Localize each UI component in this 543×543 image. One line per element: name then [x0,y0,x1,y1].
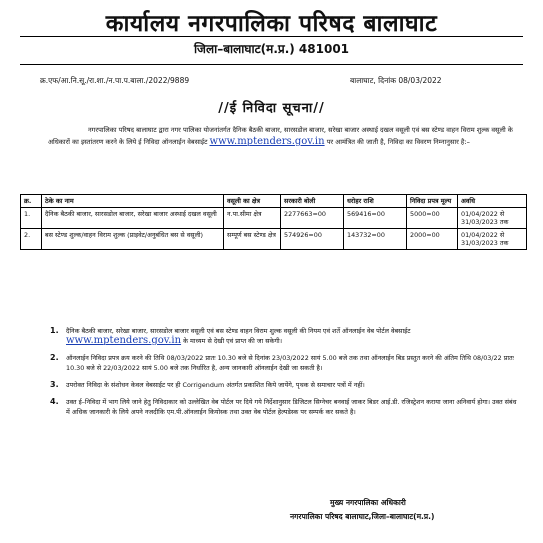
header-form-fee: निविदा प्रपत्र मूल्य [407,195,458,208]
intro-paragraph [48,124,518,148]
header-deposit: धरोहर राशि [344,195,407,208]
office-address: जिला–बालाघाट(म.प्र.) 481001 [193,42,350,56]
divider-bottom [20,64,523,65]
condition-item [50,380,522,390]
cell-deposit: 143732=00 [344,229,407,250]
signatory-office: नगरपालिका परिषद बालाघाट,जिला–बालाघाट(म.प्र.) [290,512,435,521]
cell-area: सम्पूर्ण बस स्टेण्ड क्षेत्र [224,229,281,250]
signatory-designation: मुख्य नगरपालिका अधिकारी [330,498,406,507]
header-serial: क्र. [21,195,42,208]
cell-govt-bid: 2277663=00 [281,208,344,229]
header-area: वसूली का क्षेत्र [224,195,281,208]
cell-area: न.पा.सीमा क्षेत्र [224,208,281,229]
header-contract-name: ठेके का नाम [42,195,224,208]
conditions-list [50,326,522,424]
header-period: अवधि [458,195,527,208]
divider-top [20,36,523,37]
condition-text: दैनिक बैठकी बाजार, सरेखा बाजार, सारसडोल बाजार वसूली एवं बस स्टेण्ड वाहन विराम शुल्क वसूली की नियम एवं शर्ते ऑनलाईन वेब पोर्टल वेबसाईट [66,327,411,335]
condition-text: उपरोक्त निविदा के संशोधन केवल वेबसाईट पर ही Corrigendum अंतर्गत प्रकाशित किये जायेंगे, पृथक से समाचार पत्रों में नहीं। [66,381,365,389]
condition-item [50,353,522,373]
condition-text-after: के माध्यम से देखी एवं प्राप्त की जा सकेगी। [183,337,283,345]
tender-website-link[interactable]: www.mptenders.gov.in [66,335,182,346]
intro-text-after: पर आमंत्रित की जाती है, निविदा का विवरण निम्नानुसार है:– [326,138,470,146]
tender-table [20,194,527,250]
cell-deposit: 569416=00 [344,208,407,229]
cell-form-fee: 5000=00 [407,208,458,229]
header-govt-bid: सरकारी बोली [281,195,344,208]
cell-contract-name: बस स्टेण्ड शुल्क/वाहन विराम शुल्क (प्राइवेट/अनुबंधित बस से वसूली) [42,229,224,250]
condition-number: 2. [50,353,59,362]
reference-number: क्र.एफ/आ.नि.सू./रा.शा./न.पा.प.बाला./2022/9889 [40,76,190,85]
cell-govt-bid: 574926=00 [281,229,344,250]
intro-text: नगरपालिका परिषद बालाघाट द्वारा नगर पालिका योजनांतर्गत दैनिक बैठकी बाजार, सारसडोल बाजार, सरेखा बाजार अस्थाई दखल वसूली एवं बस स्टेण्ड वाहन विराम शुल्क वसूली के अधिकारों का इस्तांतरण करने के लिये ई निविदा ऑनलाईन वेबसाईट [48,126,513,146]
table-row [21,208,527,229]
notice-heading: //ई निविदा सूचना// [218,101,325,116]
cell-form-fee: 2000=00 [407,229,458,250]
condition-text: ऑनलाईन निविदा प्रपत्र क्रय करने की तिथि 08/03/2022 प्रातः 10.30 बजे से दिनांक 23/03/2022 सायं 5.00 बजे तक तथा ऑनलाईन बिड प्रस्तुत करने की अंतिम तिथि 08/03/22 प्रातः 10.30 बजे से 22/03/2022 सायं 5.00 बजे तक निर्धारित है, अन्य जानकारी ऑनलाईन देखी जा सकती है। [66,354,514,372]
condition-number: 1. [50,326,59,335]
cell-period: 01/04/2022 से 31/03/2023 तक [458,208,527,229]
condition-item [50,397,522,417]
office-title: कार्यालय नगरपालिका परिषद बालाघाट [105,10,438,37]
condition-number: 3. [50,380,59,389]
cell-serial: 2. [21,229,42,250]
cell-contract-name: दैनिक बैठकी बाजार, सारसडोल बाजार, सरेखा बाजार अस्थाई दखल वसूली [42,208,224,229]
condition-item [50,326,522,346]
cell-period: 01/04/2022 से 31/03/2023 तक [458,229,527,250]
notice-date: बालाघाट, दिनांक 08/03/2022 [350,76,442,85]
table-row [21,229,527,250]
tender-website-link[interactable]: www.mptenders.gov.in [209,136,325,147]
table-header-row [21,195,527,208]
condition-text: उक्त ई–निविदा में भाग लिये जाने हेतु निविदाकार को उल्लेखित वेब पोर्टल पर दिये गये निर्देशानुसार डिजिटल सिग्नेचर बनवाई जाकर बिडर आई.डी. रजिस्ट्रेशन कराया जाना अनिवार्य होगा। उक्त संबंध में अधिक जानकारी के लिये अपने नजदीकि एम.पी.ऑनलाईन कियोस्क तथा उक्त वेब पोर्टल हेल्पडेस्क पर सम्पर्क कर सकते है। [66,398,517,416]
cell-serial: 1. [21,208,42,229]
condition-number: 4. [50,397,59,406]
